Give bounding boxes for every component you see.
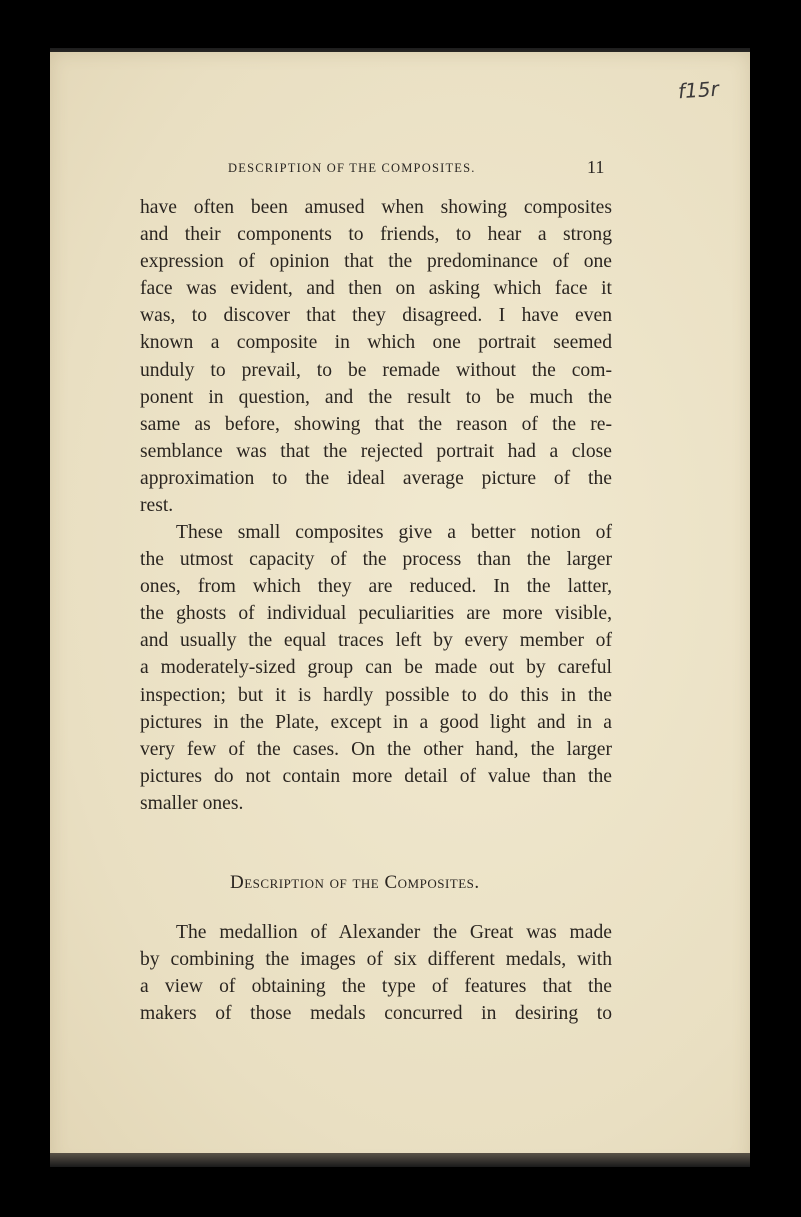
text-line: was, to discover that they disagreed. I have even: [140, 305, 612, 327]
text-line: rest.: [140, 495, 174, 517]
text-line: semblance was that the rejected portrait had a close: [140, 440, 612, 462]
running-head: DESCRIPTION OF THE COMPOSITES.: [228, 161, 476, 175]
text-line: face was evident, and then on asking which face it: [140, 278, 612, 300]
text-line: a moderately-sized group can be made out by careful: [140, 657, 612, 679]
text-line: pictures in the Plate, except in a good light and in a: [140, 711, 612, 733]
paragraph-1: [140, 194, 612, 519]
text-line: same as before, showing that the reason of the re-: [140, 413, 612, 435]
text-line: the utmost capacity of the process than the larger: [140, 549, 612, 571]
text-line: a view of obtaining the type of features that the: [140, 976, 612, 998]
text-line: unduly to prevail, to be remade without the com-: [140, 359, 612, 381]
page-bottom-edge: [50, 1153, 750, 1167]
text-line: pictures do not contain more detail of value than the: [140, 765, 612, 787]
text-line: expression of opinion that the predominance of one: [140, 251, 612, 273]
text-line: smaller ones.: [140, 792, 244, 814]
paragraph-2: [140, 519, 612, 817]
text-line: known a composite in which one portrait seemed: [140, 332, 612, 354]
text-line: and their components to friends, to hear a strong: [140, 224, 612, 246]
text-line: and usually the equal traces left by every member of: [140, 630, 612, 652]
text-line: ponent in question, and the result to be much the: [140, 386, 612, 408]
text-line: by combining the images of six different medals, with: [140, 949, 612, 971]
page-number: 11: [587, 157, 605, 177]
text-line: inspection; but it is hardly possible to do this in the: [140, 684, 612, 706]
text-line: approximation to the ideal average picture of the: [140, 467, 612, 489]
text-line: very few of the cases. On the other hand, the larger: [140, 738, 612, 760]
text-line: These small composites give a better notion of: [176, 522, 612, 543]
text-line: makers of those medals concurred in desiring to: [140, 1003, 612, 1025]
text-line: the ghosts of individual peculiarities are more visible,: [140, 603, 612, 625]
text-line: ones, from which they are reduced. In the latter,: [140, 576, 612, 598]
text-line: The medallion of Alexander the Great was made: [176, 922, 612, 943]
handwritten-folio-note: f15r: [677, 76, 720, 104]
paragraph-3: [140, 919, 612, 1027]
text-line: have often been amused when showing composites: [140, 197, 612, 218]
section-heading: Description of the Composites.: [230, 872, 480, 893]
